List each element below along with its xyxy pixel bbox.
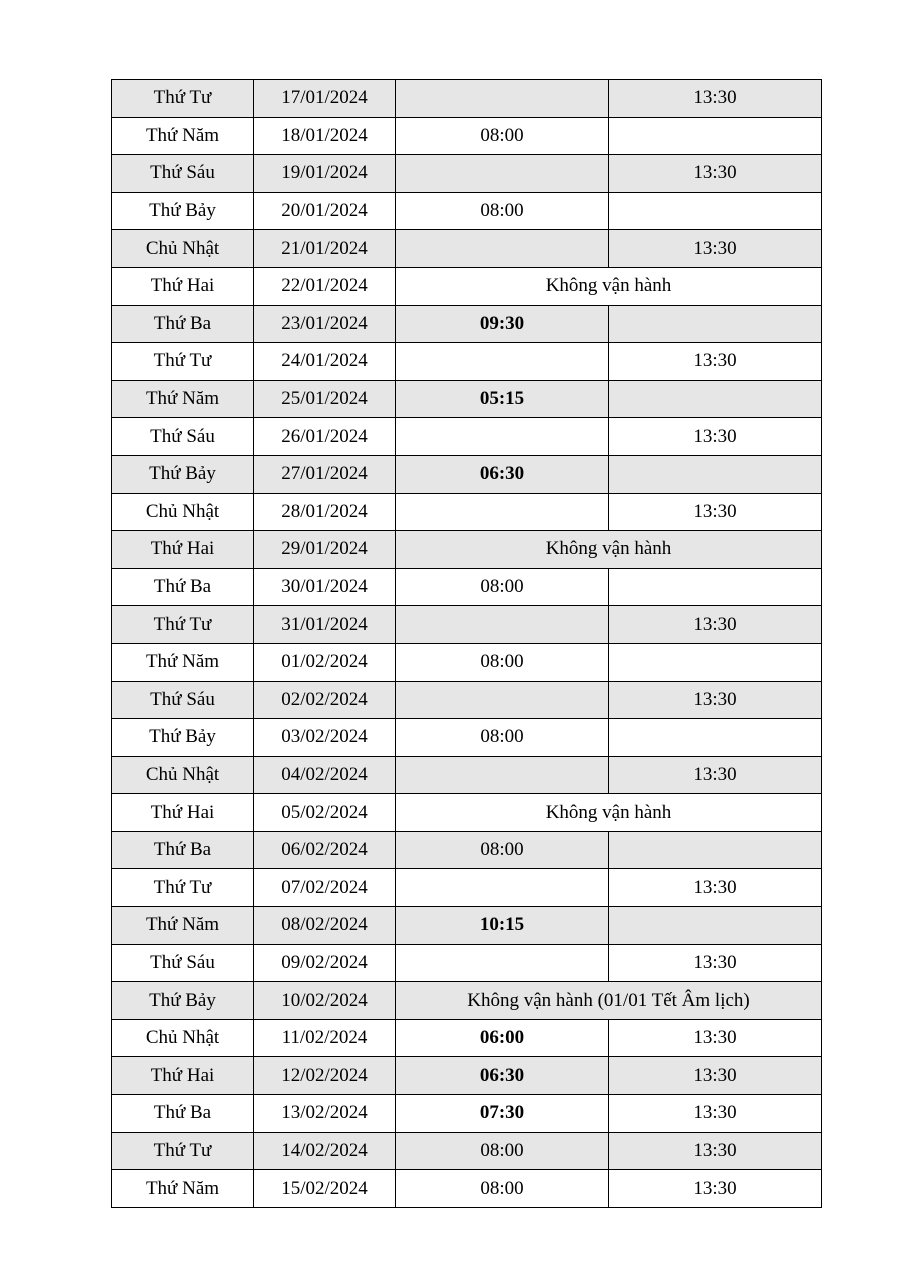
day-cell: Thứ Sáu	[112, 681, 254, 719]
morning-time-cell	[396, 230, 609, 268]
afternoon-time-cell	[609, 117, 822, 155]
date-cell: 22/01/2024	[254, 267, 396, 305]
morning-time-cell	[396, 944, 609, 982]
day-cell: Chủ Nhật	[112, 1019, 254, 1057]
day-cell: Thứ Năm	[112, 1170, 254, 1208]
status-note-cell: Không vận hành (01/01 Tết Âm lịch)	[396, 982, 822, 1020]
schedule-body	[112, 80, 822, 1208]
date-cell: 17/01/2024	[254, 80, 396, 118]
date-cell: 11/02/2024	[254, 1019, 396, 1057]
table-row	[112, 531, 822, 569]
date-cell: 28/01/2024	[254, 493, 396, 531]
afternoon-time-cell: 13:30	[609, 155, 822, 193]
afternoon-time-cell: 13:30	[609, 869, 822, 907]
morning-time-cell	[396, 681, 609, 719]
date-cell: 13/02/2024	[254, 1095, 396, 1133]
afternoon-time-cell	[609, 719, 822, 757]
morning-time-cell: 08:00	[396, 117, 609, 155]
table-row	[112, 907, 822, 945]
date-cell: 27/01/2024	[254, 455, 396, 493]
afternoon-time-cell: 13:30	[609, 1095, 822, 1133]
afternoon-time-cell	[609, 455, 822, 493]
day-cell: Thứ Ba	[112, 305, 254, 343]
date-cell: 02/02/2024	[254, 681, 396, 719]
day-cell: Chủ Nhật	[112, 493, 254, 531]
table-row	[112, 643, 822, 681]
morning-time-cell: 08:00	[396, 568, 609, 606]
date-cell: 20/01/2024	[254, 192, 396, 230]
table-row	[112, 267, 822, 305]
status-note-cell: Không vận hành	[396, 794, 822, 832]
morning-time-cell: 07:30	[396, 1095, 609, 1133]
date-cell: 08/02/2024	[254, 907, 396, 945]
day-cell: Thứ Tư	[112, 869, 254, 907]
afternoon-time-cell: 13:30	[609, 493, 822, 531]
table-row	[112, 80, 822, 118]
morning-time-cell	[396, 869, 609, 907]
table-row	[112, 831, 822, 869]
table-row	[112, 756, 822, 794]
table-row	[112, 869, 822, 907]
schedule-table	[111, 79, 822, 1208]
day-cell: Thứ Hai	[112, 267, 254, 305]
afternoon-time-cell	[609, 380, 822, 418]
afternoon-time-cell: 13:30	[609, 1057, 822, 1095]
table-row	[112, 418, 822, 456]
day-cell: Thứ Bảy	[112, 192, 254, 230]
day-cell: Thứ Tư	[112, 343, 254, 381]
table-row	[112, 1170, 822, 1208]
afternoon-time-cell	[609, 907, 822, 945]
date-cell: 05/02/2024	[254, 794, 396, 832]
morning-time-cell	[396, 756, 609, 794]
date-cell: 10/02/2024	[254, 982, 396, 1020]
table-row	[112, 1095, 822, 1133]
afternoon-time-cell: 13:30	[609, 80, 822, 118]
day-cell: Thứ Năm	[112, 907, 254, 945]
afternoon-time-cell: 13:30	[609, 606, 822, 644]
table-row	[112, 719, 822, 757]
morning-time-cell	[396, 418, 609, 456]
status-note-cell: Không vận hành	[396, 267, 822, 305]
day-cell: Thứ Sáu	[112, 418, 254, 456]
table-row	[112, 568, 822, 606]
day-cell: Thứ Tư	[112, 80, 254, 118]
morning-time-cell: 08:00	[396, 1170, 609, 1208]
table-row	[112, 681, 822, 719]
table-row	[112, 155, 822, 193]
morning-time-cell: 08:00	[396, 719, 609, 757]
date-cell: 07/02/2024	[254, 869, 396, 907]
afternoon-time-cell: 13:30	[609, 1019, 822, 1057]
day-cell: Thứ Hai	[112, 794, 254, 832]
morning-time-cell	[396, 493, 609, 531]
morning-time-cell	[396, 155, 609, 193]
date-cell: 01/02/2024	[254, 643, 396, 681]
table-row	[112, 493, 822, 531]
date-cell: 24/01/2024	[254, 343, 396, 381]
day-cell: Thứ Sáu	[112, 944, 254, 982]
date-cell: 19/01/2024	[254, 155, 396, 193]
date-cell: 04/02/2024	[254, 756, 396, 794]
afternoon-time-cell	[609, 192, 822, 230]
date-cell: 31/01/2024	[254, 606, 396, 644]
table-row	[112, 192, 822, 230]
date-cell: 25/01/2024	[254, 380, 396, 418]
day-cell: Thứ Bảy	[112, 982, 254, 1020]
morning-time-cell: 05:15	[396, 380, 609, 418]
day-cell: Thứ Bảy	[112, 719, 254, 757]
date-cell: 12/02/2024	[254, 1057, 396, 1095]
date-cell: 18/01/2024	[254, 117, 396, 155]
day-cell: Chủ Nhật	[112, 230, 254, 268]
table-row	[112, 305, 822, 343]
morning-time-cell: 08:00	[396, 192, 609, 230]
morning-time-cell	[396, 80, 609, 118]
day-cell: Chủ Nhật	[112, 756, 254, 794]
table-row	[112, 944, 822, 982]
morning-time-cell: 08:00	[396, 831, 609, 869]
day-cell: Thứ Bảy	[112, 455, 254, 493]
morning-time-cell	[396, 343, 609, 381]
date-cell: 21/01/2024	[254, 230, 396, 268]
table-row	[112, 606, 822, 644]
afternoon-time-cell: 13:30	[609, 1170, 822, 1208]
day-cell: Thứ Hai	[112, 1057, 254, 1095]
date-cell: 26/01/2024	[254, 418, 396, 456]
day-cell: Thứ Ba	[112, 1095, 254, 1133]
date-cell: 29/01/2024	[254, 531, 396, 569]
table-row	[112, 230, 822, 268]
morning-time-cell: 08:00	[396, 643, 609, 681]
afternoon-time-cell	[609, 305, 822, 343]
date-cell: 06/02/2024	[254, 831, 396, 869]
date-cell: 23/01/2024	[254, 305, 396, 343]
afternoon-time-cell: 13:30	[609, 944, 822, 982]
afternoon-time-cell: 13:30	[609, 343, 822, 381]
date-cell: 14/02/2024	[254, 1132, 396, 1170]
afternoon-time-cell	[609, 831, 822, 869]
table-row	[112, 455, 822, 493]
morning-time-cell: 06:30	[396, 455, 609, 493]
table-row	[112, 794, 822, 832]
table-row	[112, 380, 822, 418]
afternoon-time-cell: 13:30	[609, 1132, 822, 1170]
table-row	[112, 1057, 822, 1095]
afternoon-time-cell: 13:30	[609, 681, 822, 719]
date-cell: 30/01/2024	[254, 568, 396, 606]
morning-time-cell: 06:30	[396, 1057, 609, 1095]
day-cell: Thứ Tư	[112, 1132, 254, 1170]
table-row	[112, 1019, 822, 1057]
afternoon-time-cell: 13:30	[609, 230, 822, 268]
afternoon-time-cell	[609, 643, 822, 681]
morning-time-cell: 06:00	[396, 1019, 609, 1057]
date-cell: 03/02/2024	[254, 719, 396, 757]
table-row	[112, 117, 822, 155]
morning-time-cell: 08:00	[396, 1132, 609, 1170]
table-row	[112, 1132, 822, 1170]
day-cell: Thứ Ba	[112, 831, 254, 869]
table-row	[112, 343, 822, 381]
afternoon-time-cell: 13:30	[609, 756, 822, 794]
status-note-cell: Không vận hành	[396, 531, 822, 569]
day-cell: Thứ Tư	[112, 606, 254, 644]
day-cell: Thứ Năm	[112, 380, 254, 418]
day-cell: Thứ Sáu	[112, 155, 254, 193]
date-cell: 15/02/2024	[254, 1170, 396, 1208]
morning-time-cell: 09:30	[396, 305, 609, 343]
day-cell: Thứ Năm	[112, 643, 254, 681]
day-cell: Thứ Ba	[112, 568, 254, 606]
date-cell: 09/02/2024	[254, 944, 396, 982]
afternoon-time-cell: 13:30	[609, 418, 822, 456]
day-cell: Thứ Hai	[112, 531, 254, 569]
day-cell: Thứ Năm	[112, 117, 254, 155]
table-row	[112, 982, 822, 1020]
morning-time-cell: 10:15	[396, 907, 609, 945]
afternoon-time-cell	[609, 568, 822, 606]
morning-time-cell	[396, 606, 609, 644]
